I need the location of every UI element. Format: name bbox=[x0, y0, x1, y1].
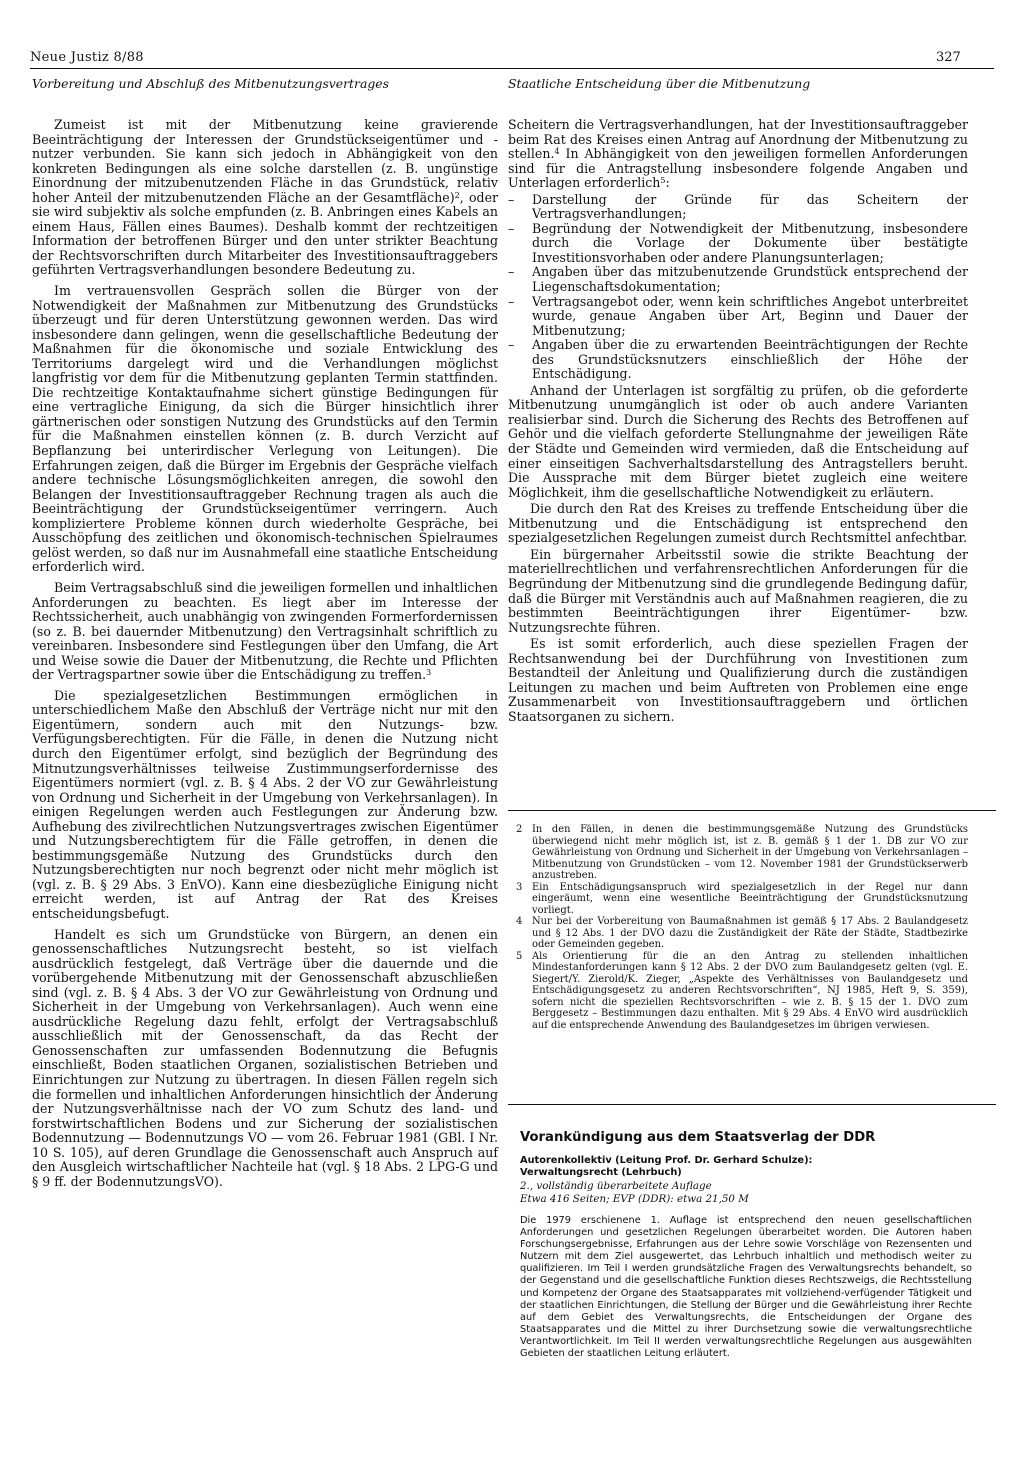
paragraph: Zumeist ist mit der Mitbenutzung keine gravierende Beeinträchtigung der Interessen der Grundstückseigentümer und -nutzer verbunden. Sie kann sich jedoch in Abhängigkeit von den konkreten Bedingungen als eine solche darstellen (z. B. ungünstige Einordnung der mitzubenutzenden Fläche in das Grundstück, relativ hoher Anteil der mitzubenutzenden Fläche an der Gesamtfläche)$^2$, oder sie wird subjektiv als solche empfunden (z. B. Anbringen eines Kabels an einem Haus, Fällen eines Baumes). Deshalb kommt der rechtzeitigen Information der betroffenen Bürger und den unter strikter Beachtung der Rechtsvorschriften durch Mitarbeiter des Investitionsauftraggebers geführten Vertragsverhandlungen besondere Bedeutung zu. bbox=[32, 117, 498, 278]
footnote: 3 Ein Entschädigungsanspruch wird spezialgesetzlich in der Regel nur dann eingeräumt, wenn eine wesentliche Beeinträchtigung der Grundstücksnutzung vorliegt. bbox=[516, 881, 968, 916]
book-title: Verwaltungsrecht (Lehrbuch) bbox=[520, 1167, 682, 1178]
page-header-journal: Neue Justiz 8/88 bbox=[30, 50, 144, 65]
footnote-ref: 4 bbox=[554, 147, 560, 157]
list-item: – Begründung der Notwendigkeit der Mitbenutzung, insbesondere durch die Vorlage der Dokumente über bestätigte Investitionsvorhaben oder andere Planungsunterlagen; bbox=[508, 222, 968, 266]
announcement-heading: Vorankündigung aus dem Staatsverlag der DDR bbox=[520, 1130, 876, 1145]
paragraph: Es ist somit erforderlich, auch diese speziellen Fragen der Rechtsanwendung bei der Durchführung von Investitionen zum Bestandteil der Anleitung und Qualifizierung durch die zuständigen Leitungen zu machen und beim Auftreten von Problemen eine enge Zusammenarbeit von Investitionsauftraggebern und örtlichen Staatsorganen zu sichern. bbox=[508, 636, 968, 724]
paragraph: Handelt es sich um Grundstücke von Bürgern, an denen ein genossenschaftliches Nutzungsrecht besteht, so ist vielfach ausdrücklich festgelegt, daß Verträge über die dauernde und die vorübergehende Mitbenutzung mit der Genossenschaft abzuschließen sind (vgl. z. B. § 4 Abs. 3 der VO zur Gewährleistung von Ordnung und Sicherheit in der Umgebung von Verkehrsanlagen). Auch wenn eine ausdrückliche Regelung dazu fehlt, erfolgt der Vertragsabschluß ausschließlich mit der Genossenschaft, da das Recht der Genossenschaften zur umfassenden Bodennutzung die Befugnis einschließt, Boden staatlichen Organen, sozialistischen Betrieben und Einrichtungen zur Nutzung zu übertragen. In diesen Fällen regeln sich die formellen und inhaltlichen Anforderungen hinsichtlich der Änderung der Nutzungsverhältnisse nach der VO zum Schutz des land- und forstwirtschaftlichen Bodens und zur Sicherung der sozialistischen Bodennutzung — Bodennutzungs VO — vom 26. Februar 1981 (GBl. I Nr. 10 S. 105), auf deren Grundlage die Genossenschaft auch Anspruch auf den Ausgleich wirtschaftlicher Nachteile hat (vgl. § 18 Abs. 2 LPG-G und § 9 ff. der BodennutzungsVO). bbox=[32, 926, 498, 1189]
list-item: – Angaben über die zu erwartenden Beeinträchtigungen der Rechte des Grundstücksnutzers einschließlich der Höhe der Entschädigung. bbox=[508, 338, 968, 382]
list-item: – Darstellung der Gründe für das Scheitern der Vertragsverhandlungen; bbox=[508, 193, 968, 222]
paragraph: Scheitern die Vertragsverhandlungen, hat der Investitionsauftraggeber beim Rat des Kreises einen Antrag auf Anordnung der Mitbenutzung zu stellen.$^4$ In Abhängigkeit von den jeweiligen formellen Anforderungen sind für die Antragstellung insbesondere folgende Angaben und Unterlagen erforderlich$^5$: bbox=[508, 117, 968, 191]
paragraph: Die durch den Rat des Kreises zu treffende Entscheidung über die Mitbenutzung und die Entschädigung ist entsprechend den spezialgesetzlichen Regelungen zumeist durch Rechtsmittel anfechtbar. bbox=[508, 501, 968, 546]
left-column-heading: Vorbereitung und Abschluß des Mitbenutzungsvertrages bbox=[32, 76, 389, 91]
right-column-heading: Staatliche Entscheidung über die Mitbenutzung bbox=[508, 76, 811, 91]
footnote: 5 Als Orientierung für die an den Antrag zu stellenden inhaltlichen Mindestanforderungen kann § 12 Abs. 2 der DVO zum Baulandgesetz gelten (vgl. E. Siegert/Y. Zierold/K. Zieger, „Aspekte des Verhältnisses von Baulandgesetz und Entschädigungsgesetz zu anderen Rechtsvorschriften“, NJ 1985, Heft 9, S. 359), sofern nicht die speziellen Rechtsvorschriften – wie z. B. § 15 der 1. DVO zum Berggesetz – Bestimmungen dazu enthalten. Mit § 29 Abs. 4 EnVO wird ausdrücklich auf die entsprechende Anwendung des Baulandgesetzes im übrigen verwiesen. bbox=[516, 950, 968, 1031]
page-number: 327 bbox=[936, 50, 961, 65]
list-item: – Vertragsangebot oder, wenn kein schriftliches Angebot unterbreitet wurde, genaue Angaben über Art, Beginn und Dauer der Mitbenutzung; bbox=[508, 295, 968, 339]
list-item: – Angaben über das mitzubenutzende Grundstück entsprechend der Liegenschaftsdokumentation; bbox=[508, 265, 968, 294]
footnotes bbox=[516, 824, 968, 1031]
paragraph: Beim Vertragsabschluß sind die jeweiligen formellen und inhaltlichen Anforderungen zu beachten. Es liegt aber im Interesse der Rechtssicherheit, auch unabhängig von zwingenden Formerfordernissen (so z. B. bei dauernder Mitbenutzung) den Vertragsinhalt schriftlich zu vereinbaren. Insbesondere sind Festlegungen über den Umfang, die Art und Weise sowie die Dauer der Mitbenutzung, die Rechte und Pflichten der Vertragspartner sowie über die Entschädigung zu treffen.$^3$ bbox=[32, 579, 499, 683]
left-column bbox=[32, 118, 498, 1195]
paragraph: Anhand der Unterlagen ist sorgfältig zu prüfen, ob die geforderte Mitbenutzung unumgänglich ist oder ob auch andere Varianten realisierbar sind. Durch die Sicherung des Rechts des Betroffenen auf Gehör und die vielfach geforderte Stellungnahme der jeweiligen Räte der Städte und Gemeinden wird vermieden, daß die Entscheidung auf einer einseitigen Sachverhaltsdarstellung des Antragstellers beruht. Die Aussprache mit dem Bürger bietet zugleich eine weitere Möglichkeit, ihm die gesellschaftliche Notwendigkeit zu erläutern. bbox=[508, 382, 968, 500]
footnote-rule bbox=[508, 810, 996, 811]
book-details: Etwa 416 Seiten; EVP (DDR): etwa 21,50 M bbox=[520, 1193, 749, 1205]
publisher-announcement bbox=[520, 1130, 972, 1360]
paragraph: Ein bürgernaher Arbeitsstil sowie die strikte Beachtung der materiellrechtlichen und verfahrensrechtlichen Anforderungen für die Begründung der Mitbenutzung sind die grundlegende Bedingung dafür, daß die Bürger mit Verständnis auch auf Maßnahmen reagieren, die zu bestimmten Beeinträchtigungen ihrer Eigentümer- bzw. Nutzungsrechte führen. bbox=[508, 546, 968, 635]
footnote: 4 Nur bei der Vorbereitung von Baumaßnahmen ist gemäß § 17 Abs. 2 Baulandgesetz und § 12 Abs. 1 der DVO dazu die Zuständigkeit der Räte der Städte, Stadtbezirke oder Gemeinden gegeben. bbox=[516, 916, 968, 950]
paragraph: Im vertrauensvollen Gespräch sollen die Bürger von der Notwendigkeit der Maßnahmen zur Mitbenutzung des Grundstücks überzeugt und für deren Unterstützung gewonnen werden. Das wird insbesondere dann gelingen, wenn die gesellschaftliche Bedeutung der Maßnahmen für die ökonomische und soziale Entwicklung des Territoriums dargelegt wird und die Verhandlungen möglichst langfristig vor dem für die Mitbenutzung geplanten Termin stattfinden. Die rechtzeitige Kontaktaufnahme sichert günstige Bedingungen für eine vertragliche Einigung, da sich die Bürger hinsichtlich ihrer gärtnerischen oder sonstigen Nutzung des Grundstücks auf den Termin für die Maßnahmen einstellen können (z. B. durch Verzicht auf Bepflanzung bei unterirdischer Verlegung von Leitungen). Die Erfahrungen zeigen, daß die Bürger im Ergebnis der Gespräche vielfach andere technische Lösungsmöglichkeiten anregen, die sowohl den Belangen der Investitionsauftraggeber Rechnung tragen als auch die Beeinträchtigung der Grundstückseigentümer verringern. Auch kompliziertere Probleme können durch wiederholte Gespräche, bei Ausschöpfung des zeitlichen und ökonomisch-technischen Spielraumes gelöst werden, so daß nur im Ausnahmefall eine staatliche Entscheidung erforderlich wird. bbox=[32, 283, 498, 575]
footnote-ref: 2 bbox=[454, 190, 460, 200]
footnote-ref: 3 bbox=[426, 668, 432, 678]
footnote-ref: 5 bbox=[660, 176, 666, 186]
footnote: 2 In den Fällen, in denen die bestimmungsgemäße Nutzung des Grundstücks überwiegend nicht mehr möglich ist, ist z. B. gemäß § 1 der 1. DB zur VO zur Gewährleistung von Ordnung und Sicherheit in der Umgebung von Verkehrsanlagen – Mitbenutzung von Grundstücken – vom 12. November 1981 der Grundstückserwerb anzustreben. bbox=[516, 824, 968, 881]
header-rule bbox=[30, 68, 994, 69]
requirements-list bbox=[508, 193, 968, 382]
paragraph: Die spezialgesetzlichen Bestimmungen ermöglichen in unterschiedlichem Maße den Abschluß der Verträge nicht nur mit den Eigentümern, sondern auch mit den Nutzungs- bzw. Verfügungsberechtigten. Für die Fälle, in denen die Nutzung nicht durch den Eigentümer erfolgt, sind bezüglich der Begründung des Mitnutzungsverhältnisses teilweise Zustimmungserfordernisse des Eigentümers normiert (vgl. z. B. § 4 Abs. 2 der VO zur Gewährleistung von Ordnung und Sicherheit in der Umgebung von Verkehrsanlagen). In einigen Regelungen werden auch Festlegungen zur Änderung bzw. Aufhebung des zivilrechtlichen Nutzungsvertrages zwischen Eigentümer und Nutzungsberechtigtem für die Fälle getroffen, in denen die bestimmungsgemäße Nutzung des Grundstücks durch den Nutzungsberechtigten nur noch begrenzt oder nicht mehr möglich ist (vgl. z. B. § 29 Abs. 3 EnVO). Kann eine diesbezügliche Einigung nicht erreicht werden, ist auf Antrag der Rat des Kreises entscheidungsbefugt. bbox=[32, 687, 498, 921]
announcement-body: Die 1979 erschienene 1. Auflage ist entsprechend den neuen gesellschaftlichen Anforderungen und gesetzlichen Regelungen überarbeitet worden. Die Autoren haben Forschungsergebnisse, Erfahrungen aus der Lehre sowie Vorschläge von Rezensenten und Nutzern mit dem Ziel ausgewertet, das Lehrbuch inhaltlich und methodisch weiter zu qualifizieren. Im Teil I werden grundsätzliche Fragen des Verwaltungsrechts behandelt, so der Gegenstand und die gesellschaftliche Funktion dieses Rechtszweigs, die Rechtsstellung und Kompetenz der Organe des Staatsapparates mit vollziehend-verfügender Tätigkeit und der staatlichen Einrichtungen, die Stellung der Bürger und die Gewährleistung ihrer Rechte auf dem Gebiet des Verwaltungsrechts, die Entscheidungen der Organe des Staatsapparates und die Mittel zu ihrer Durchsetzung sowie die verwaltungsrechtliche Verantwortlichkeit. Im Teil II werden verwaltungsrechtliche Regelungen aus ausgewählten Gebieten der staatlichen Leitung erläutert. bbox=[520, 1215, 972, 1360]
announcement-rule bbox=[508, 1104, 996, 1105]
book-authors: Autorenkollektiv (Leitung Prof. Dr. Gerhard Schulze): bbox=[520, 1155, 813, 1166]
right-column bbox=[508, 118, 968, 726]
book-edition: 2., vollständig überarbeitete Auflage bbox=[520, 1180, 712, 1192]
